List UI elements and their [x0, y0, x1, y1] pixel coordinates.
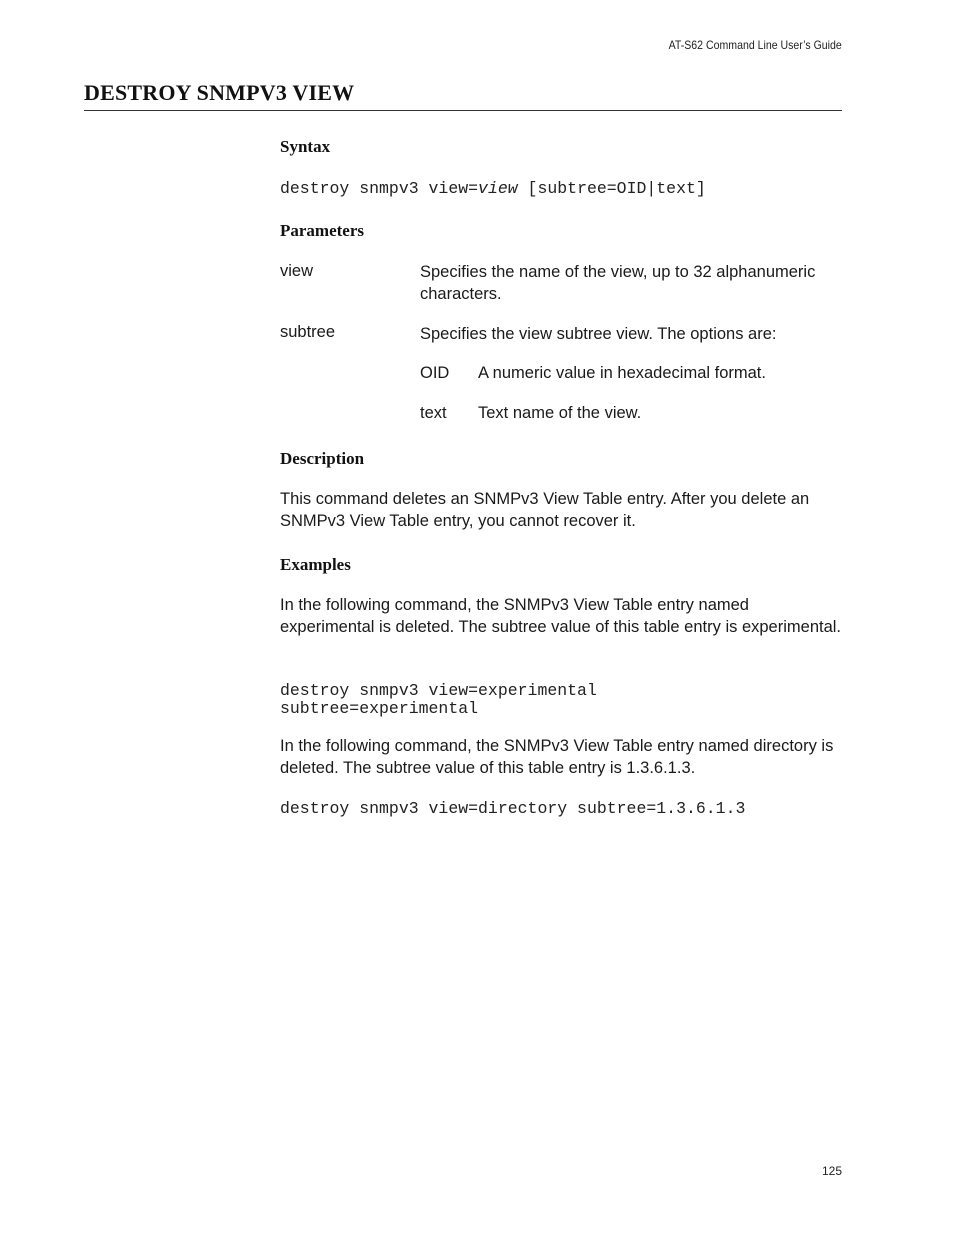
param-desc-view: Specifies the name of the view, up to 32 alphanumeric characters.: [420, 263, 816, 303]
option-desc-text: Text name of the view.: [478, 404, 642, 422]
example-2-text: In the following command, the SNMPv3 View Table entry named directory is deleted. The subtree value of this table entry is 1.3.6.1.3.: [280, 737, 834, 777]
parameters-heading: Parameters: [280, 221, 365, 240]
option-name-text: text: [420, 404, 447, 422]
syntax-code-suffix: [subtree=OID|text]: [517, 179, 706, 198]
examples-heading: Examples: [280, 555, 351, 574]
option-name-oid: OID: [420, 364, 450, 382]
description-heading: Description: [280, 449, 365, 468]
option-desc-oid: A numeric value in hexadecimal format.: [478, 364, 766, 382]
running-header: AT-S62 Command Line User’s Guide: [668, 38, 842, 52]
page-title: DESTROY SNMPV3 VIEW: [84, 80, 355, 105]
description-text: This command deletes an SNMPv3 View Table entry. After you delete an SNMPv3 View Table entry, you cannot recover it.: [280, 490, 810, 530]
syntax-code-variable: view: [478, 179, 518, 198]
page-number: 125: [821, 1164, 842, 1178]
example-1-text: In the following command, the SNMPv3 View Table entry named experimental is deleted. The subtree value of this table entry is experimental.: [280, 596, 841, 636]
example-1-code: destroy snmpv3 view=experimental subtree=experimental: [280, 681, 597, 718]
example-2-code: destroy snmpv3 view=directory subtree=1.3.6.1.3: [280, 799, 746, 818]
syntax-code: [280, 180, 842, 198]
param-desc-subtree: Specifies the view subtree view. The options are:: [420, 325, 777, 343]
param-name-subtree: subtree: [280, 323, 336, 341]
title-rule: [84, 110, 842, 111]
syntax-code-prefix: destroy snmpv3 view=: [280, 179, 479, 198]
param-name-view: view: [280, 262, 314, 280]
syntax-heading: Syntax: [280, 137, 331, 156]
